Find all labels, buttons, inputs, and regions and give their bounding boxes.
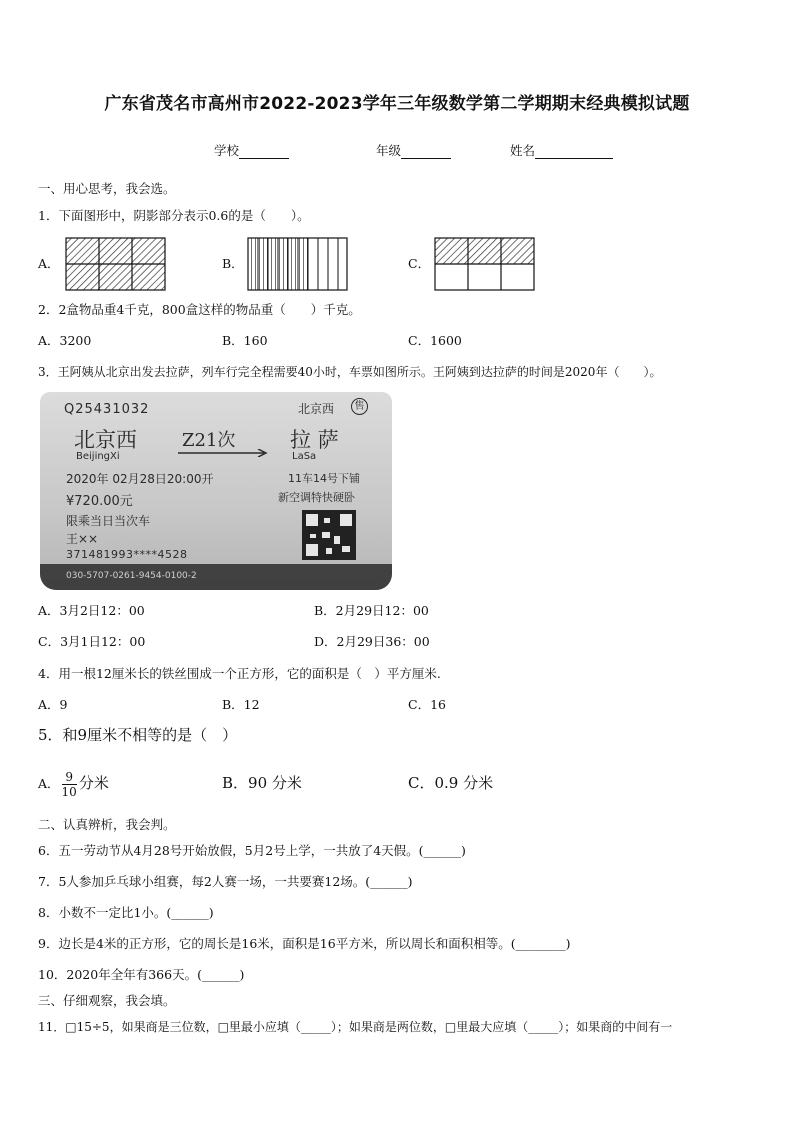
fraction-denominator: 10 [61,785,77,799]
ticket-seat-type: 新空调特快硬卧 [278,491,355,504]
name-blank[interactable] [535,144,613,159]
section-2-heading: 二、认真辨析，我会判。 [38,817,176,832]
q3-option-d: D．2月29日36：00 [314,634,430,649]
q4-option-c: C．16 [408,697,446,712]
ticket-to: 拉 萨 [290,428,339,452]
ticket-code: Q25431032 [64,402,150,417]
ticket-price: ¥720.00元 [66,494,133,509]
ticket-datetime: 2020年 02月28日20:00开 [66,472,214,486]
question-2: 2．2盒物品重4千克，800盒这样的物品重（ ）千克。 [38,302,361,317]
ticket-from-pinyin: BeijingXi [76,451,120,462]
ticket-id: 371481993****4528 [66,548,188,561]
name-label: 姓名 [510,143,536,158]
ticket-sale-mark: 售 [351,398,368,415]
q1-figure-b [247,237,349,291]
ticket-station-tag: 北京西 [298,402,335,416]
ticket-note: 限乘当日当次车 [66,514,151,528]
ticket-serial: 030-5707-0261-9454-0100-2 [66,571,197,581]
q2-option-a: A．3200 [38,333,92,348]
q5-option-a-prefix: A． [38,776,60,791]
school-label: 学校 [214,143,240,158]
ticket-passenger: 王×× [66,532,99,546]
grade-blank[interactable] [401,144,451,159]
ticket-qr-code-icon [302,510,356,560]
school-field [214,141,289,159]
q5-option-b: B．90 分米 [222,774,302,792]
section-1-heading: 一、用心思考，我会选。 [38,181,176,196]
q5-option-a-unit: 分米 [78,774,109,792]
question-3: 3．王阿姨从北京出发去拉萨，列车行完全程需要40小时，车票如图所示。王阿姨到达拉萨的时间是2020年（ ）。 [38,365,662,379]
question-1: 1．下面图形中，阴影部分表示0.6的是（ ）。 [38,208,310,223]
ticket-to-pinyin: LaSa [292,451,317,462]
ticket-train-number: Z21次 [182,430,236,451]
q1-option-a-label: A． [38,256,60,271]
q2-option-c: C．1600 [408,333,462,348]
ticket-from: 北京西 [74,428,137,452]
q3-option-b: B．2月29日12：00 [314,603,429,618]
name-field [510,141,613,159]
grade-label: 年级 [376,143,402,158]
q1-figure-c [434,237,536,291]
exam-title: 广东省茂名市高州市2022-2023学年三年级数学第二学期期末经典模拟试题 [104,94,690,114]
q1-option-c-label: C． [408,256,431,271]
ticket-arrow-icon [176,449,272,457]
q3-option-a: A．3月2日12：00 [38,603,145,618]
grade-field [376,141,451,159]
q4-option-b: B．12 [222,697,260,712]
train-ticket-image [40,392,392,590]
q2-option-b: B．160 [222,333,268,348]
school-blank[interactable] [239,144,289,159]
q3-option-c: C．3月1日12：00 [38,634,146,649]
q5-option-a-fraction [62,770,77,799]
q5-option-a [38,764,109,802]
q1-option-b-label: B． [222,256,244,271]
ticket-seat: 11车14号下铺 [288,472,360,485]
q5-option-c: C．0.9 分米 [408,774,494,792]
q1-figure-a [65,237,167,291]
question-6: 6．五一劳动节从4月28号开始放假，5月2号上学，一共放了4天假。(______) [38,843,466,858]
fraction-numerator: 9 [62,770,77,785]
section-3-heading: 三、仔细观察，我会填。 [38,993,176,1008]
question-4: 4．用一根12厘米长的铁丝围成一个正方形，它的面积是（ ）平方厘米. [38,666,441,681]
question-11: 11．□15÷5，如果商是三位数，□里最小应填（_____）；如果商是两位数，□里最大应填（_____）；如果商的中间有一 [38,1020,673,1034]
question-10: 10．2020年全年有366天。(______) [38,967,245,982]
question-9: 9．边长是4米的正方形，它的周长是16米，面积是16平方米，所以周长和面积相等。(________) [38,936,571,951]
question-7: 7．5人参加乒乓球小组赛，每2人赛一场，一共要赛12场。(______) [38,874,413,889]
question-8: 8．小数不一定比1小。(______) [38,905,214,920]
question-5: 5．和9厘米不相等的是（ ） [38,726,238,744]
q4-option-a: A．9 [38,697,68,712]
